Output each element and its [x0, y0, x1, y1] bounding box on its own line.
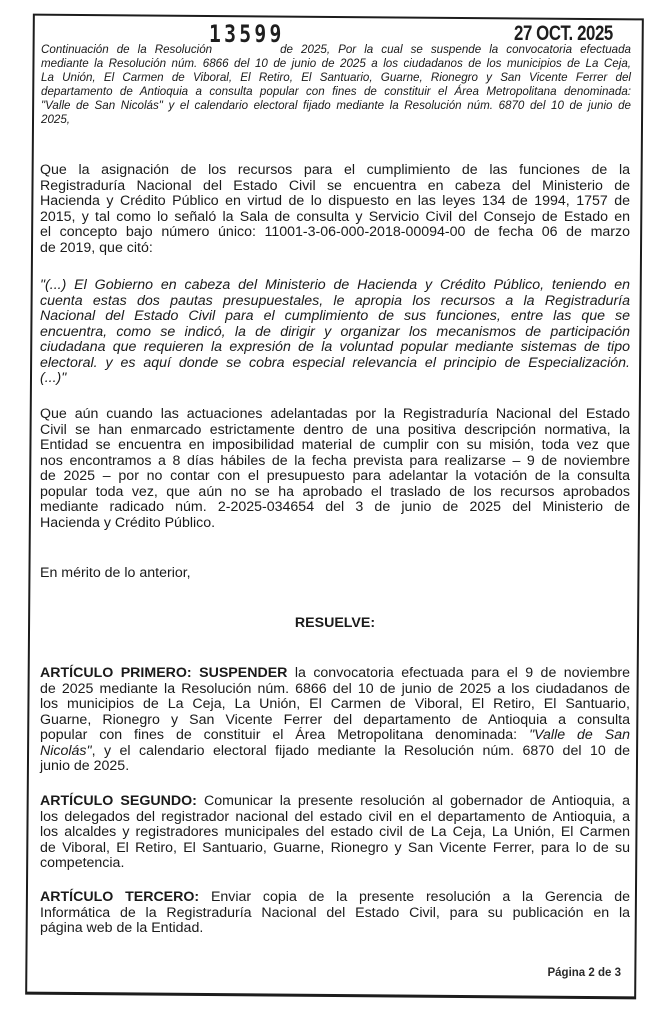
text-line: el concepto bajo número único: 11001-3-06-000-2018-00094-00 de fecha 06 de marzo [40, 224, 630, 241]
article-verb: SUSPENDER [199, 665, 288, 681]
quoted-name: Nicolás" [40, 742, 92, 759]
text-line: nos encontramos a 8 días hábiles de la fecha prevista para realizarse – 9 de noviembre [40, 452, 630, 469]
text-line: Entidad se encuentra en imposibilidad material de cumplir con su misión, toda vez que [40, 437, 630, 454]
text-line: 2015, y tal como lo señaló la Sala de consulta y Servicio Civil del Consejo de Estado en [40, 208, 630, 225]
text-line: Informática de la Registraduría Nacional del Estado Civil, para su publicación en la [40, 904, 630, 921]
article-tercero [40, 890, 630, 937]
considerando-paragraph-2 [40, 407, 630, 531]
text-line: Civil se han enmarcado estrictamente dentro de una positiva descripción normativa, la [40, 421, 630, 438]
text-line: Que aún cuando las actuaciones adelantadas por la Registraduría Nacional del Estado [40, 406, 630, 422]
text-line [40, 666, 630, 682]
article-title: ARTÍCULO SEGUNDO: [40, 793, 197, 809]
text-line: página web de la Entidad. [40, 920, 204, 937]
quoted-concept [40, 278, 630, 387]
text-line: mediante radicado núm. 2-2025-034654 del 3 de junio de 2025 del Ministerio de [40, 499, 630, 516]
text-line: Guarne, Rionegro y San Vicente Ferrer del departamento de Antioquia a consulta [40, 711, 630, 728]
text-line: de Viboral, El Retiro, El Santuario, Guarne, Rionegro y San Vicente Ferrer, para lo de su [40, 839, 630, 856]
text-line: de 2025 mediante la Resolución núm. 6866 del 10 de junio de 2025 a los ciudadanos de [40, 680, 630, 697]
header-line: mediante la Resolución núm. 6866 del 10 de junio de 2025 a los ciudadanos de los municipios de La Ceja, [41, 57, 631, 70]
text-line: popular toda vez, que aún no se ha aprobado el traslado de los recursos aprobados [40, 483, 630, 500]
text-line: Que la asignación de los recursos para el cumplimiento de las funciones de la [40, 162, 630, 178]
quoted-name: "Valle de San [529, 727, 630, 744]
merit-line [40, 566, 630, 582]
header-line: 2025, [41, 113, 71, 126]
text-line [40, 794, 630, 810]
text-line: los alcaldes y registradores municipales del estado civil de La Ceja, La Unión, El Carmen [40, 824, 630, 841]
text-segment: la convocatoria efectuada para el 9 de noviembre [294, 665, 630, 681]
text-line: Hacienda y Crédito Público en virtud de lo dispuesto en las leyes 134 de 1994, 1757 de [40, 193, 630, 210]
text-segment: , y el calendario electoral fijado mediante la Resolución núm. 6870 del 10 de [91, 742, 630, 759]
text-line: (...)" [40, 370, 67, 387]
page-indicator: Página 2 de 3 [547, 967, 621, 979]
considerando-paragraph-1 [40, 163, 630, 256]
text-line: Nacional del Estado Civil para el cumplimiento de sus funciones, entre las que se [40, 308, 630, 325]
text-line: los delegados del registrador nacional del estado civil en el departamento de Antioquia, a [40, 808, 630, 825]
header-line [41, 43, 631, 57]
text-line: En mérito de lo anterior, [40, 565, 191, 581]
text-segment: Comunicar la presente resolución al gobernador de Antioquia, a [203, 793, 630, 809]
text-line [40, 890, 630, 906]
header-line-part: Continuación de la Resolución [41, 43, 213, 56]
text-line: de 2019, que citó: [40, 239, 153, 256]
article-segundo [40, 794, 630, 872]
resolve-heading: RESUELVE: [294, 615, 376, 631]
text-line [40, 744, 630, 760]
text-line: ciudadana que requieren la expresión de la voluntad popular mediante sistemas de tipo [40, 339, 630, 356]
text-segment: Enviar copia de la presente resolución a la Gerencia de [210, 889, 630, 905]
article-title: ARTÍCULO PRIMERO: [40, 665, 192, 681]
article-primero [40, 666, 630, 775]
article-title: ARTÍCULO TERCERO: [40, 889, 200, 905]
text-line: "(...) El Gobierno en cabeza del Ministerio de Hacienda y Crédito Público, teniendo en [40, 277, 630, 293]
date-stamp: 27 OCT. 2025 [514, 22, 613, 45]
text-line [40, 728, 630, 744]
text-line: Hacienda y Crédito Público. [40, 514, 216, 531]
text-line: electoral. y es aquí donde se cobra especial relevancia el principio de Especialización. [40, 354, 630, 371]
text-line: encuentra, como se indicó, la de dirigir y organizar los mecanismos de participación [40, 323, 630, 340]
header-line: La Unión, El Carmen de Viboral, El Retiro, El Santuario, Guarne, Rionegro y San Vicente Ferrer del [41, 71, 631, 84]
header-line: departamento de Antioquia a consulta popular con fines de constituir el Área Metropolitana denominada: [41, 85, 631, 98]
text-line: competencia. [40, 855, 125, 872]
text-line: de 2025 – por no contar con el presupuesto para adelantar la votación de la consulta [40, 468, 630, 485]
resolution-number-stamp: 13599 [209, 20, 285, 48]
text-line: los municipios de La Ceja, La Unión, El Carmen de Viboral, El Retiro, El Santuario, [40, 696, 630, 713]
header-line: "Valle de San Nicolás" y el calendario electoral fijado mediante la Resolución núm. 6870 del 10 de junio de [41, 99, 631, 112]
text-line: cuenta estas dos pautas presupuestales, le apropia los recursos a la Registraduría [40, 292, 630, 309]
text-line: Registraduría Nacional del Estado Civil se encuentra en cabeza del Ministerio de [40, 177, 630, 194]
text-line: junio de 2025. [40, 758, 130, 775]
header-line-part: de 2025, Por la cual se suspende la convocatoria efectuada [280, 43, 631, 56]
text-segment: popular con fines de constituir el Área Metropolitana denominada: [40, 727, 518, 744]
